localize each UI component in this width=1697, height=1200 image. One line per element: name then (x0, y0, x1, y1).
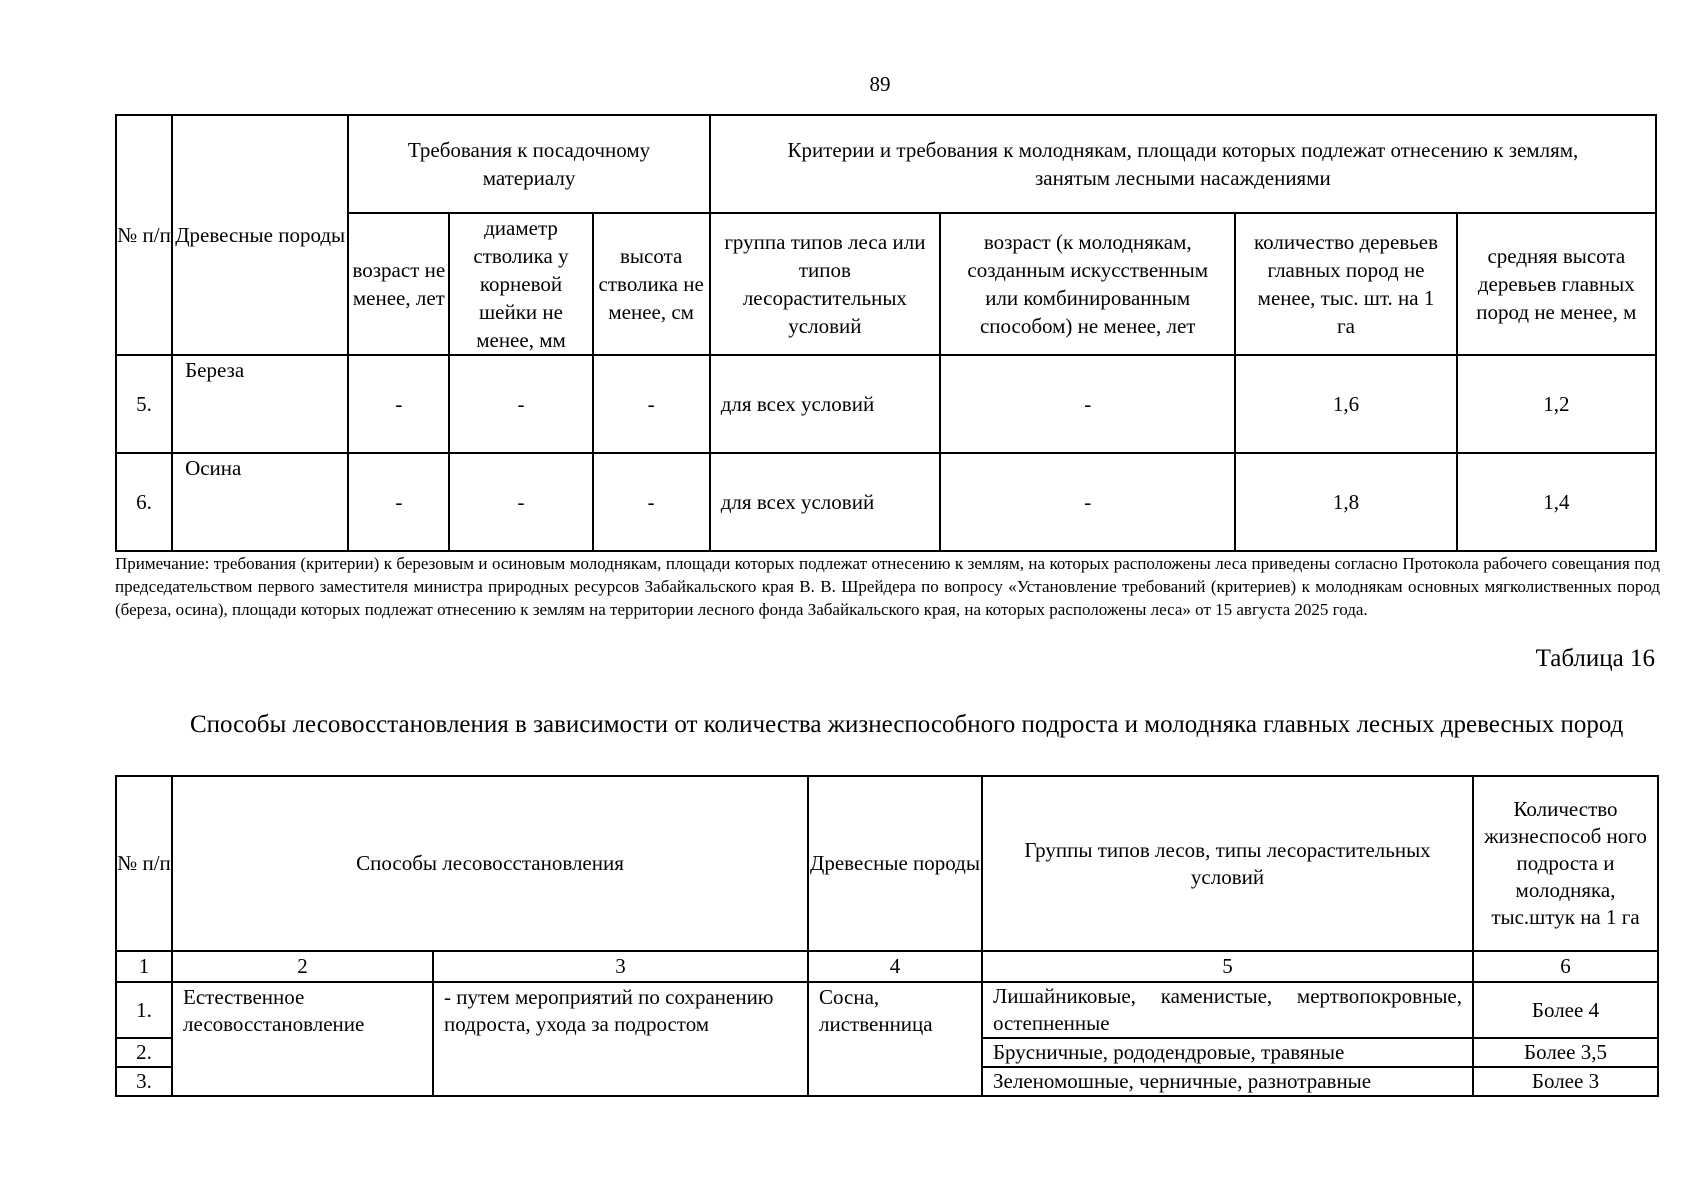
row-num: 3. (116, 1067, 172, 1096)
section-heading: Способы лесовосстановления в зависимости от количества жизнеспособного подроста и молодняка главных лесных древесных пород (190, 711, 1624, 738)
column-numbers-row (116, 951, 1658, 982)
reforestation-methods-table (115, 775, 1659, 1097)
row-tree-count: 1,6 (1235, 355, 1456, 453)
table-row (116, 453, 1656, 551)
row-avg-height: 1,2 (1457, 355, 1656, 453)
header-quantity: Количество жизнеспособ ного подроста и молодняка, тыс.штук на 1 га (1473, 776, 1658, 951)
row-young-age: - (940, 355, 1235, 453)
col-number: 3 (433, 951, 808, 982)
header-young-age: возраст (к молоднякам, созданным искусственным или комбинированным способом) не менее, лет (940, 213, 1235, 355)
row-diameter: - (449, 355, 592, 453)
header-species: Древесные породы (172, 115, 348, 355)
table-note: Примечание: требования (критерии) к березовым и осиновым молоднякам, площади которых подлежат отнесению к землям, на которых расположены леса приведены согласно Протокола рабочего совещания под председательством первого заместителя министра природных ресурсов Забайкальского края В. В. Шрейдера по вопросу «Установление требований (критериев) к молоднякам основных мягколиственных пород (береза, осина), площади которых подлежат отнесению к землям на территории лесного фонда Забайкальского края, на которых расположены леса» от 15 августа 2025 года. (115, 554, 1660, 619)
row-forest-type: Зеленомошные, черничные, разнотравные (982, 1067, 1473, 1096)
row-quantity: Более 3,5 (1473, 1038, 1658, 1067)
row-quantity: Более 3 (1473, 1067, 1658, 1096)
header-species: Древесные породы (808, 776, 982, 951)
method-detail: - путем мероприятий по сохранению подроста, ухода за подростом (433, 982, 808, 1096)
header-num: № п/п (116, 776, 172, 951)
header-criteria-group: Критерии и требования к молоднякам, площади которых подлежат отнесению к землям, занятым лесными насаждениями (710, 115, 1656, 213)
header-diameter: диаметр стволика у корневой шейки не менее, мм (449, 213, 592, 355)
table-label: Таблица 16 (1535, 645, 1655, 672)
row-num: 2. (116, 1038, 172, 1067)
method-name: Естественное лесовосстановление (172, 982, 433, 1096)
header-forest-types: Группы типов лесов, типы лесорастительных условий (982, 776, 1473, 951)
row-species: Береза (185, 358, 245, 382)
row-num: 5. (116, 355, 172, 453)
row-height: - (593, 355, 710, 453)
row-num: 6. (116, 453, 172, 551)
header-num: № п/п (116, 115, 172, 355)
header-forest-group: группа типов леса или типов лесорастительных условий (710, 213, 940, 355)
header-planting-group: Требования к посадочному материалу (348, 115, 709, 213)
header-age: возраст не менее, лет (348, 213, 449, 355)
row-age: - (348, 355, 449, 453)
table-row (116, 982, 1658, 1038)
row-tree-count: 1,8 (1235, 453, 1456, 551)
row-forest-group: для всех условий (710, 355, 940, 453)
col-number: 1 (116, 951, 172, 982)
col-number: 2 (172, 951, 433, 982)
col-number: 6 (1473, 951, 1658, 982)
row-species: Осина (185, 456, 242, 480)
col-number: 5 (982, 951, 1473, 982)
row-quantity: Более 4 (1473, 982, 1658, 1038)
row-diameter: - (449, 453, 592, 551)
row-avg-height: 1,4 (1457, 453, 1656, 551)
method-species: Сосна, лиственница (808, 982, 982, 1096)
row-height: - (593, 453, 710, 551)
row-young-age: - (940, 453, 1235, 551)
row-forest-type: Лишайниковые, каменистые, мертвопокровные, остепненные (982, 982, 1473, 1038)
header-tree-count: количество деревьев главных пород не менее, тыс. шт. на 1 га (1235, 213, 1456, 355)
header-methods: Способы лесовосстановления (172, 776, 808, 951)
row-num: 1. (116, 982, 172, 1038)
row-forest-group: для всех условий (710, 453, 940, 551)
header-avg-height: средняя высота деревьев главных пород не менее, м (1457, 213, 1656, 355)
header-height: высота стволика не менее, см (593, 213, 710, 355)
row-forest-type: Брусничные, рододендровые, травяные (982, 1038, 1473, 1067)
col-number: 4 (808, 951, 982, 982)
page-number: 89 (869, 72, 891, 96)
seedlings-criteria-table (115, 114, 1657, 552)
row-age: - (348, 453, 449, 551)
table-row (116, 355, 1656, 453)
